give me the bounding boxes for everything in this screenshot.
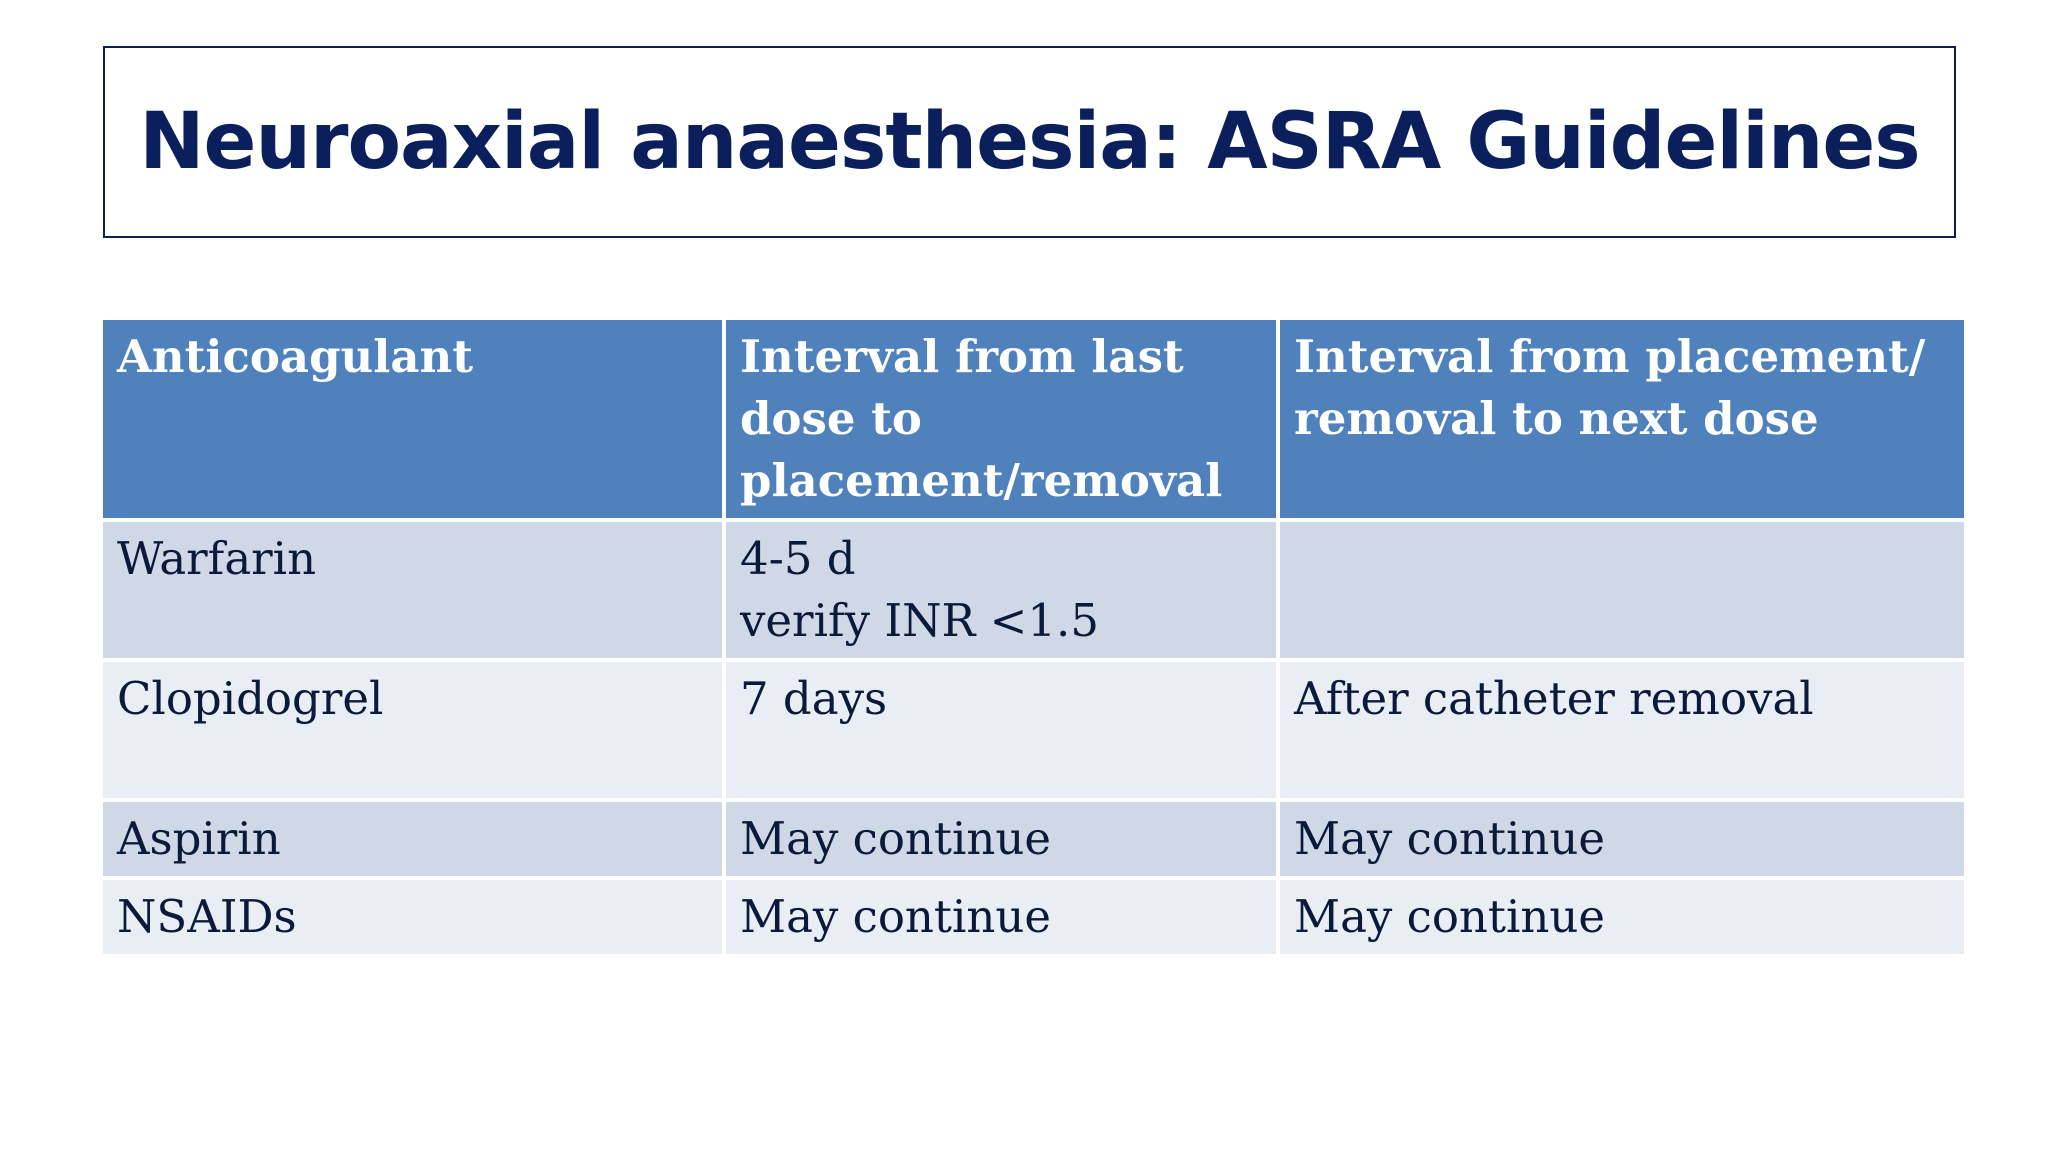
cell-drug: NSAIDs [103,880,722,954]
cell-interval-after: After catheter removal [1280,662,1964,798]
guidelines-table [99,316,1968,958]
table-row [103,662,1964,798]
header-anticoagulant: Anticoagulant [103,320,722,518]
cell-interval-before: 7 days [726,662,1276,798]
cell-drug: Clopidogrel [103,662,722,798]
cell-interval-before: 4-5 d verify INR <1.5 [726,522,1276,658]
cell-drug: Aspirin [103,802,722,876]
cell-interval-after: May continue [1280,802,1964,876]
slide-title: Neuroaxial anaesthesia: ASRA Guidelines [139,97,1920,187]
table-row [103,522,1964,658]
table-row [103,802,1964,876]
cell-interval-after: May continue [1280,880,1964,954]
cell-interval-after [1280,522,1964,658]
header-interval-before: Interval from last dose to placement/removal [726,320,1276,518]
cell-interval-before: May continue [726,802,1276,876]
table-row [103,880,1964,954]
table-header-row [103,320,1964,518]
cell-interval-before: May continue [726,880,1276,954]
title-box [103,46,1956,238]
header-interval-after: Interval from placement/ removal to next dose [1280,320,1964,518]
cell-drug: Warfarin [103,522,722,658]
